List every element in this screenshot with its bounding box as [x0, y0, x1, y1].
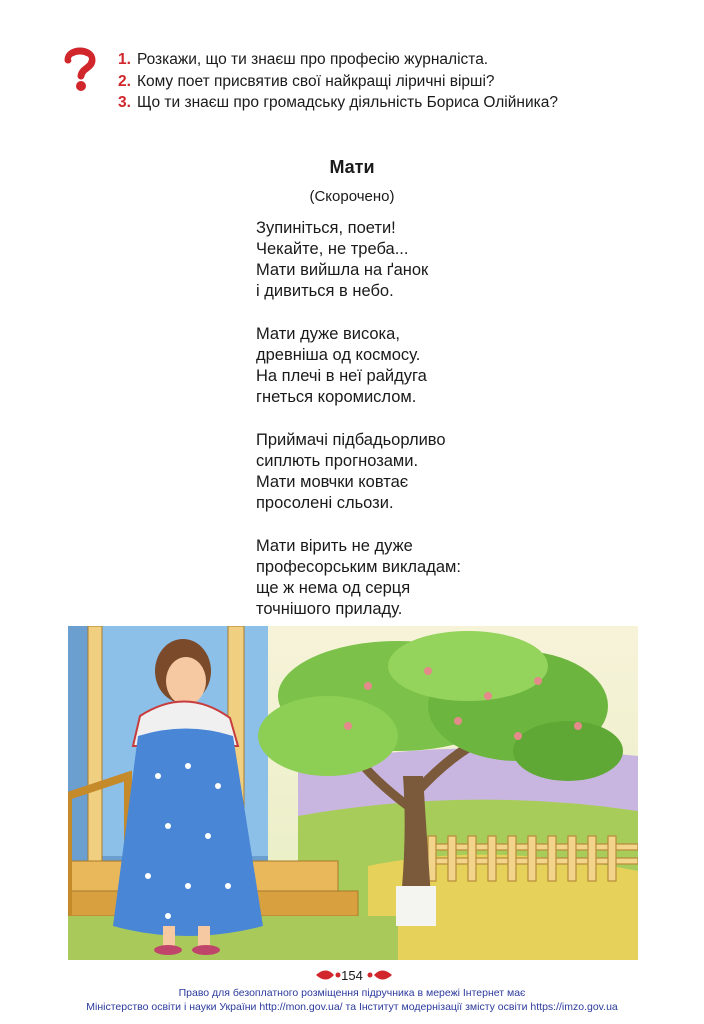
question-mark-icon: [60, 44, 100, 92]
question-text: Розкажи, що ти знаєш про професію журналіста.: [136, 51, 489, 68]
poem-line: і дивиться в небо.: [256, 282, 394, 300]
question-item: [118, 92, 558, 114]
poem-stanza: [256, 218, 461, 302]
question-number: 3.: [118, 94, 131, 111]
poem-line: Мати вийшла на ґанок: [256, 261, 429, 279]
page-number: 154: [341, 968, 363, 983]
license-footer: [0, 986, 704, 1014]
poem-line: точнішого приладу.: [256, 600, 403, 618]
poem-stanza: [256, 536, 461, 620]
question-item: [118, 49, 558, 71]
poem-stanza: [256, 430, 461, 514]
poem-line: Приймачі підбадьорливо: [256, 431, 446, 449]
question-number: 2.: [118, 72, 131, 90]
poem-line: Чекайте, не треба...: [256, 240, 409, 258]
poem-illustration: [68, 626, 638, 960]
questions-list: [118, 49, 558, 114]
question-item: [118, 71, 558, 93]
poem-line: На плечі в неї райдуга: [256, 367, 427, 385]
poem-body: [256, 218, 461, 642]
poem-stanza: [256, 324, 461, 408]
poem-line: Мати мовчки ковтає: [256, 473, 409, 491]
poem-line: Мати вірить не дуже: [256, 537, 413, 555]
poem-line: сиплють прогнозами.: [256, 452, 419, 470]
poem-line: просолені сльози.: [256, 494, 394, 512]
poem-line: гнеться коромислом.: [256, 388, 417, 406]
poem-line: древніша од космосу.: [256, 346, 421, 364]
poem-title: Мати: [329, 157, 375, 177]
license-line-1: Право для безоплатного розміщення підручника в мережі Інтернет має: [178, 987, 526, 999]
poem-line: професорським викладам:: [256, 558, 461, 576]
license-line-2: Міністерство освіти і науки України http://mon.gov.ua/ та Інститут модернізації змісту освіти https://imzo.gov.ua: [86, 1001, 618, 1013]
poem-line: Мати дуже висока,: [256, 325, 400, 343]
question-text: Кому поет присвятив свої найкращі ліричні вірші?: [136, 72, 495, 90]
poem-line: Зупиніться, поети!: [256, 219, 396, 237]
poem-subtitle: (Скорочено): [309, 188, 395, 205]
question-number: 1.: [118, 51, 131, 68]
question-text: Що ти знаєш про громадську діяльність Бориса Олійника?: [136, 94, 558, 111]
poem-line: ще ж нема од серця: [256, 579, 411, 597]
